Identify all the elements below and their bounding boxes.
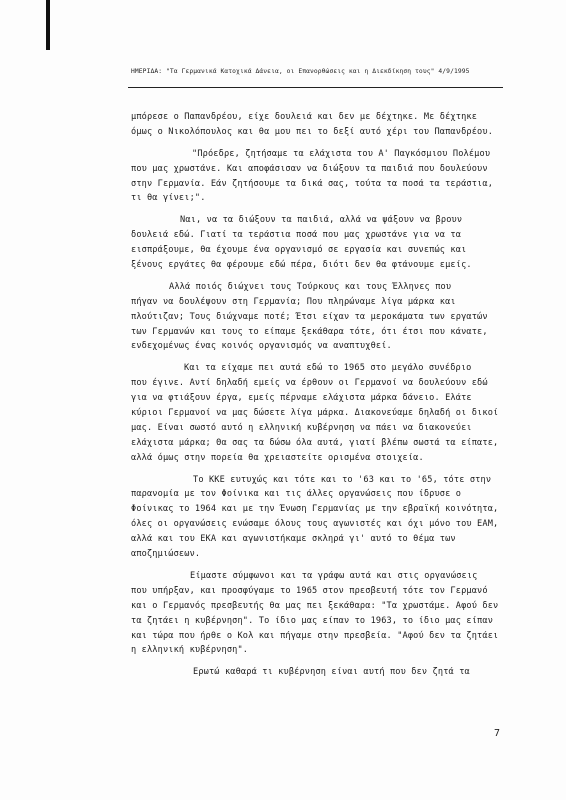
text-line: για να φτιάξουν έργα, εμείς πέρναμε ελάχιστα μάρκα δάνειο. Ελάτε: [131, 393, 472, 404]
paragraph: [131, 473, 506, 562]
text-line: των Γερμανών και τους το είπαμε ξεκάθαρα τότε, ότι έτσι που κάνατε,: [131, 326, 488, 337]
text-line: και ο Γερμανός πρεσβευτής θα μας πει ξεκάθαρα: "Τα χρωστάμε. Αφού δεν: [131, 600, 499, 611]
paragraph: [131, 665, 506, 680]
text-line: που έγινε. Αντί δηλαδή εμείς να έρθουν οι Γερμανοί να δουλεύουν εδώ: [131, 378, 488, 389]
paragraph: [131, 110, 506, 140]
text-line: όμως ο Νικολόπουλος και θα μου πει το δεξί αυτό χέρι του Παπανδρέου.: [131, 126, 494, 137]
page-header: ΗΜΕΡΙΔΑ: "Τα Γερμανικά Κατοχικά Δάνεια, οι Επανορθώσεις και η Διεκδίκηση τους" 4/9/1995: [131, 68, 470, 75]
paragraph: [131, 213, 506, 273]
text-line: δουλειά εδώ. Γιατί τα τεράστια ποσά που μας χρωστάνε για να τα: [131, 230, 462, 241]
text-line: "Πρόεδρε, ζητήσαμε τα ελάχιστα του Α' Παγκόσμιου Πολέμου: [192, 148, 491, 159]
page-number: 7: [494, 728, 501, 739]
text-line: ενδεχομένως ένας κοινός οργανισμός να αναπτυχθεί.: [131, 341, 392, 352]
text-line: και τώρα που ήρθε ο Κολ και πήγαμε στην πρεσβεία. "Αφού δεν τα ζητάει: [131, 630, 499, 641]
text-line: μας. Είναι σωστό αυτό η ελληνική κυβέρνηση να πάει να διακονεύει: [131, 422, 472, 433]
text-line: Και τα είχαμε πει αυτά εδώ το 1965 στο μεγάλο συνέδριο: [184, 363, 472, 374]
text-line: αλλά όμως στην πορεία θα χρειαστείτε ορισμένα στοιχεία.: [131, 452, 424, 463]
text-line: στην Γερμανία. Εάν ζητήσουμε τα δικά σας, τούτα τα ποσά τα τεράστια,: [131, 178, 494, 189]
paragraph: [131, 569, 506, 658]
text-line: ξένους εργάτες θα φέρουμε εδώ πέρα, διότι δεν θα φτάνουμε εμείς.: [131, 260, 472, 271]
text-line: Φοίνικας το 1964 και με την Ένωση Γερμανίας με την εβραϊκή κοινότητα,: [131, 504, 499, 515]
text-line: Ναι, να τα διώξουν τα παιδιά, αλλά να ψάξουν να βρουν: [180, 215, 463, 226]
text-line: όλες οι οργανώσεις ενώσαμε όλους τους αγωνιστές και όχι μόνο του ΕΑΜ,: [131, 519, 499, 530]
text-line: Αλλά ποιός διώχνει τους Τούρκους και τους Έλληνες που: [169, 281, 452, 292]
text-line: κύριοι Γερμανοί να μας δώσετε λίγα μάρκα. Διακονεύαμε δηλαδή οι δικοί: [131, 408, 499, 419]
header-rule: [128, 87, 503, 88]
paragraph: [131, 280, 506, 354]
text-line: ελάχιστα μάρκα; Θα σας τα δώσω όλα αυτά, γιατί βλέπω σωστά τα είπατε,: [131, 437, 499, 448]
text-line: που υπήρξαν, και προσφύγαμε το 1965 στον πρεσβευτή τότε τον Γερμανό: [131, 585, 488, 596]
text-line: εισπράξουμε, θα έχουμε ένα οργανισμό σε εργασία και συνεπώς και: [131, 245, 467, 256]
text-line: που μας χρωστάνε. Και αποφάσισαν να διώξουν τα παιδιά που δουλεύουν: [131, 163, 488, 174]
text-line: τα ζητάει η κυβέρνηση". Το ίδιο μας είπαν το 1963, το ίδιο μας είπαν: [131, 615, 494, 626]
text-line: πλούτιζαν; Τους διώχναμε ποτέ; Έτσι είχαν τα μεροκάματα των εργατών: [131, 311, 488, 322]
text-line: η ελληνική κυβέρνηση".: [131, 645, 249, 656]
paragraph: [131, 361, 506, 465]
text-line: αποζημιώσεων.: [131, 549, 201, 560]
text-line: μπόρεσε ο Παπανδρέου, είχε δουλειά και δεν με δέχτηκε. Με δέχτηκε: [131, 112, 478, 122]
text-line: παρανομία με τον Φοίνικα και τις άλλες οργανώσεις που ίδρυσε ο: [131, 489, 462, 500]
text-line: Το ΚΚΕ ευτυχώς και τότε και το '63 και το '65, τότε στην: [193, 474, 492, 485]
text-line: Είμαστε σύμφωνοι και τα γράφω αυτά και στις οργανώσεις: [190, 570, 478, 581]
body-text: [131, 110, 506, 680]
paragraph: [131, 147, 506, 207]
text-line: αλλά και του ΕΚΑ και αγωνιστήκαμε σκληρά γι' αυτό το θέμα των: [131, 534, 456, 545]
text-line: τι θα γίνει;".: [131, 193, 206, 204]
text-line: πήγαν να δουλέψουν στη Γερμανία; Που πληρώναμε λίγα μάρκα και: [131, 296, 456, 307]
text-line: Ερωτώ καθαρά τι κυβέρνηση είναι αυτή που δεν ζητά τα: [193, 667, 470, 678]
scan-edge-mark: [46, 0, 50, 50]
